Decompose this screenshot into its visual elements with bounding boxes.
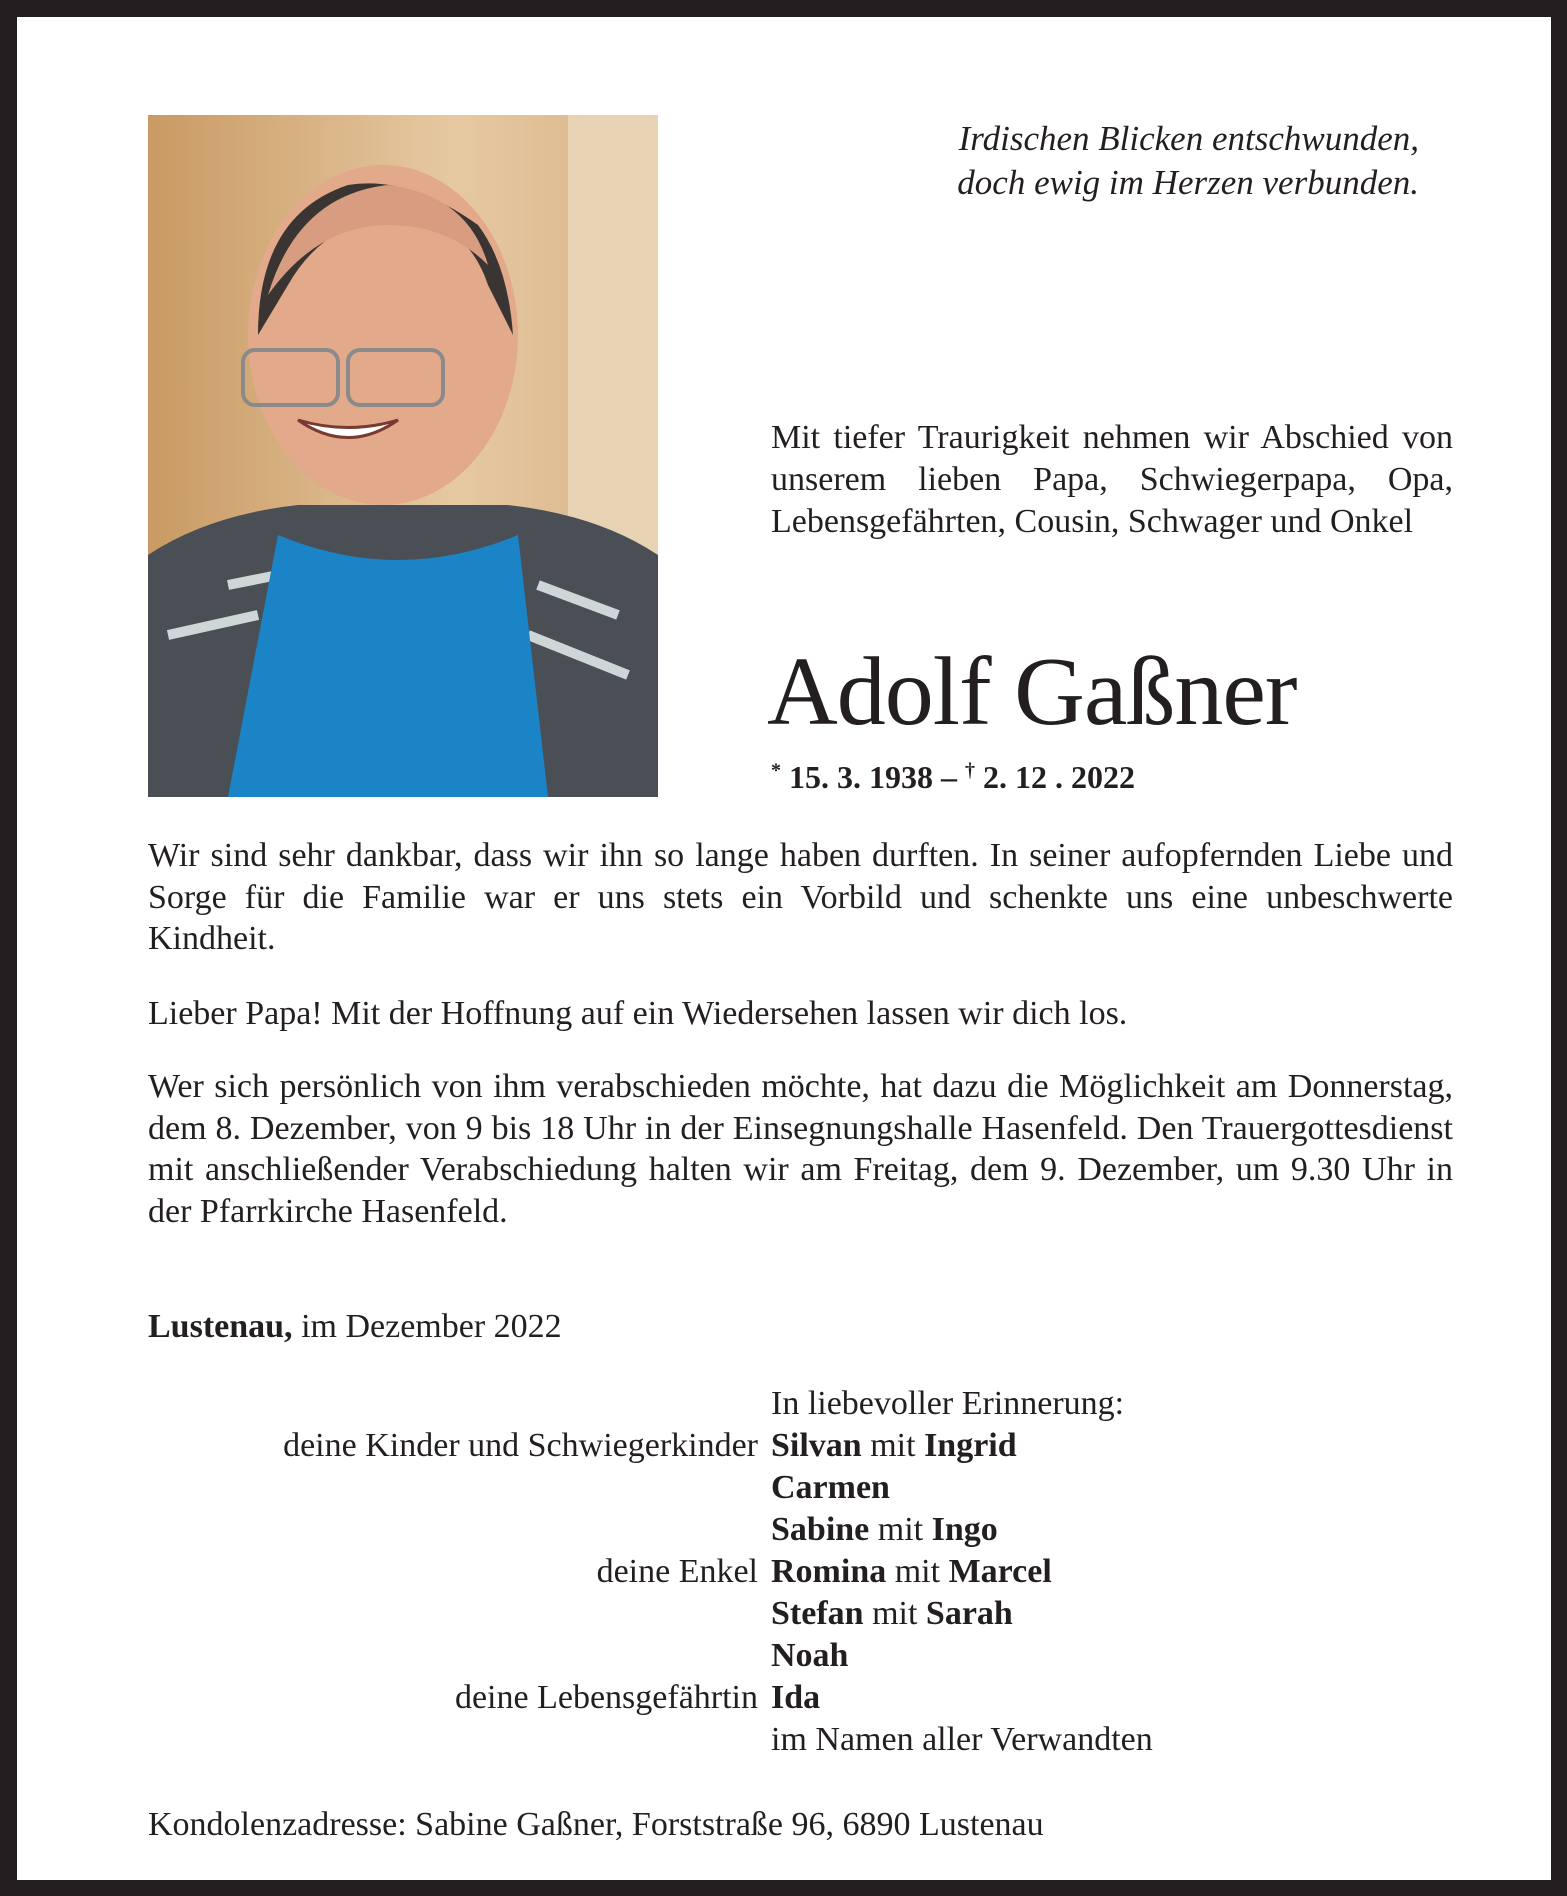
mourner-names	[771, 1509, 998, 1551]
birth-symbol: *	[771, 759, 781, 782]
place-date	[148, 1308, 562, 1346]
relation-label	[148, 1509, 771, 1551]
relation-label	[148, 1593, 771, 1635]
mourner-names	[771, 1467, 890, 1509]
mourner-row	[148, 1593, 1453, 1635]
partner-name: Ingrid	[924, 1427, 1017, 1464]
relation-label	[148, 1635, 771, 1677]
mourner-name: Ida	[771, 1679, 821, 1716]
partner-name: Marcel	[948, 1553, 1052, 1590]
mourner-name: Sabine	[771, 1511, 870, 1548]
birth-date: 15. 3. 1938	[789, 759, 933, 795]
death-date: 2. 12 . 2022	[983, 759, 1135, 795]
signature-heading: In liebevoller Erinnerung:	[771, 1385, 1125, 1422]
mourner-row	[148, 1677, 1453, 1719]
death-symbol: †	[965, 759, 975, 782]
mourner-name: Carmen	[771, 1469, 890, 1506]
relation-label	[148, 1467, 771, 1509]
place-date-text: im Dezember 2022	[301, 1308, 562, 1345]
memorial-quote	[957, 117, 1419, 205]
mourner-name: Stefan	[771, 1595, 864, 1632]
portrait-photo	[148, 115, 658, 797]
mourner-row	[148, 1467, 1453, 1509]
relation-label: deine Lebensgefährtin	[454, 1679, 758, 1716]
mourner-row	[148, 1425, 1453, 1467]
with-word: mit	[863, 1595, 926, 1632]
mourner-row	[148, 1551, 1453, 1593]
with-word: mit	[861, 1427, 925, 1464]
signature-closing: im Namen aller Verwandten	[771, 1721, 1153, 1758]
mourner-names	[771, 1593, 1013, 1635]
obituary-sheet	[17, 17, 1551, 1880]
mourner-names	[771, 1635, 848, 1677]
partner-name: Ingo	[931, 1511, 998, 1548]
with-word: mit	[869, 1511, 932, 1548]
quote-line: Irdischen Blicken entschwunden,	[958, 119, 1419, 158]
mourner-names	[771, 1425, 1017, 1467]
signature-block	[148, 1383, 1453, 1761]
relation-label: deine Kinder und Schwiegerkinder	[283, 1427, 758, 1464]
mourner-names	[771, 1677, 820, 1719]
intro-text: Mit tiefer Traurigkeit nehmen wir Abschied von unserem lieben Papa, Schwiegerpapa, Opa, Lebensgefährten, Cousin, Schwager und Onkel	[771, 419, 1453, 540]
date-separator: –	[933, 759, 965, 795]
life-dates	[771, 759, 1135, 796]
deceased-name: Adolf Gaßner	[767, 638, 1297, 746]
farewell-paragraph: Lieber Papa! Mit der Hoffnung auf ein Wiedersehen lassen wir dich los.	[148, 995, 1128, 1032]
mourner-names	[771, 1551, 1052, 1593]
service-paragraph: Wer sich persönlich von ihm verabschieden möchte, hat dazu die Möglichkeit am Donnerstag, dem 8. Dezember, von 9 bis 18 Uhr in der Einsegnungshalle Hasenfeld. Den Trauergottesdienst mit anschließender Verabschiedung halten wir am Freitag, dem 9. Dezember, um 9.30 Uhr in der Pfarrkirche Hasenfeld.	[148, 1068, 1453, 1230]
mourner-name: Romina	[771, 1553, 887, 1590]
quote-line: doch ewig im Herzen verbunden.	[957, 163, 1419, 202]
partner-name: Sarah	[925, 1595, 1013, 1632]
mourner-name: Silvan	[771, 1427, 862, 1464]
place-city: Lustenau,	[148, 1308, 293, 1345]
gratitude-paragraph: Wir sind sehr dankbar, dass wir ihn so lange haben durften. In seiner aufopfernden Liebe und Sorge für die Familie war er uns stets ein Vorbild und schenkte uns eine unbeschwerte Kindheit.	[148, 837, 1453, 957]
mourner-name: Noah	[771, 1637, 849, 1674]
mourner-row	[148, 1509, 1453, 1551]
with-word: mit	[886, 1553, 949, 1590]
condolence-address: Kondolenzadresse: Sabine Gaßner, Forststraße 96, 6890 Lustenau	[148, 1806, 1044, 1843]
relation-label: deine Enkel	[596, 1553, 758, 1590]
mourner-row	[148, 1635, 1453, 1677]
